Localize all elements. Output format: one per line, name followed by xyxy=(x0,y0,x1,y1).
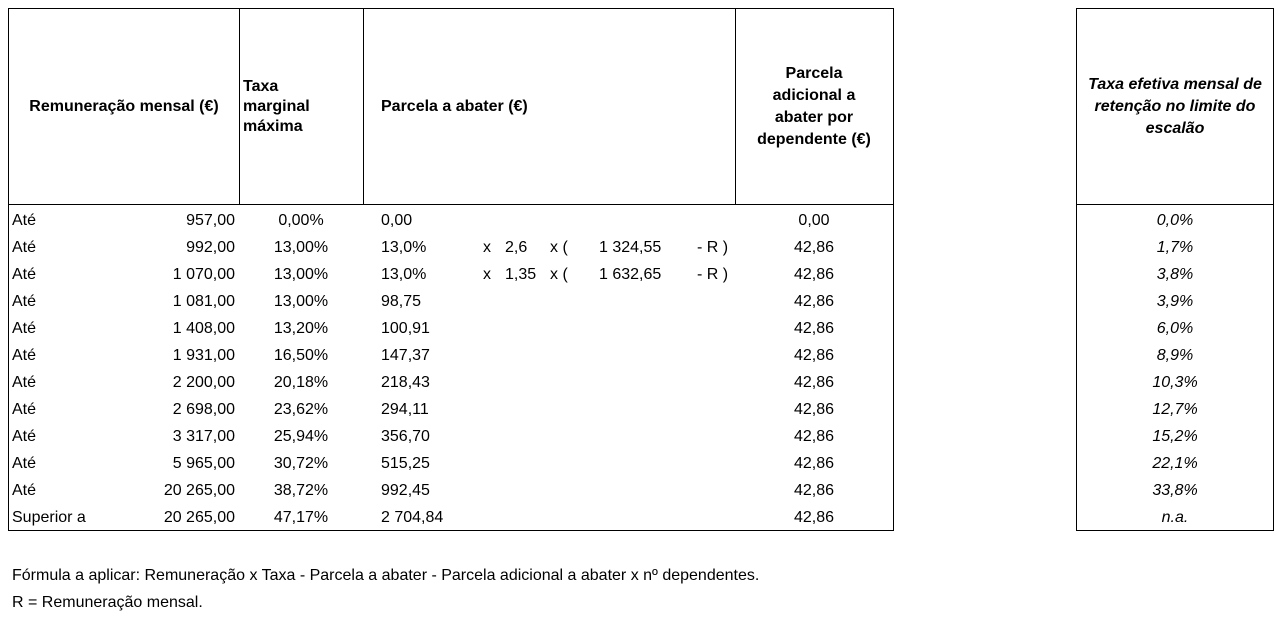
row-formula-multiplier: 1,35 xyxy=(505,266,537,283)
row-parcela: 100,91 xyxy=(381,320,430,337)
table-row xyxy=(9,342,893,369)
row-formula-multiplier: 2,6 xyxy=(505,239,528,256)
effective-rate-table xyxy=(1076,8,1274,531)
table-row xyxy=(1077,423,1273,450)
row-label: Até xyxy=(12,374,37,391)
row-remuneracao: 2 698,00 xyxy=(172,401,235,418)
table-row xyxy=(1077,234,1273,261)
header-efetiva xyxy=(1077,9,1273,205)
row-remuneracao: 1 931,00 xyxy=(172,347,235,364)
row-adicional: 42,86 xyxy=(793,239,835,256)
row-formula-open: x ( xyxy=(550,239,568,256)
row-taxa: 13,00% xyxy=(273,239,329,256)
table-row xyxy=(1077,504,1273,531)
table-row xyxy=(9,396,893,423)
row-parcela: 13,0% xyxy=(381,266,427,283)
row-efetiva: n.a. xyxy=(1161,509,1189,526)
header-parcela xyxy=(363,9,735,205)
table-row xyxy=(9,234,893,261)
table-row xyxy=(9,315,893,342)
row-taxa: 13,00% xyxy=(273,293,329,310)
header-parcela-text: Parcela a abater (€) xyxy=(381,97,528,115)
row-label: Até xyxy=(12,347,37,364)
row-formula-open: x ( xyxy=(550,266,568,283)
row-parcela: 2 704,84 xyxy=(381,509,444,526)
row-efetiva: 10,3% xyxy=(1152,374,1198,391)
table-row xyxy=(1077,288,1273,315)
table-row xyxy=(1077,450,1273,477)
table-row xyxy=(9,504,893,531)
row-parcela: 992,45 xyxy=(381,482,430,499)
row-adicional: 42,86 xyxy=(793,347,835,364)
table-row xyxy=(9,477,893,504)
row-parcela: 356,70 xyxy=(381,428,430,445)
header-remuneracao-text: Remuneração mensal (€) xyxy=(29,97,219,115)
row-parcela: 515,25 xyxy=(381,455,430,472)
header-efetiva-text: Taxa efetiva mensal de retenção no limite do escalão xyxy=(1088,75,1262,137)
row-efetiva: 1,7% xyxy=(1156,239,1194,256)
row-adicional: 42,86 xyxy=(793,509,835,526)
row-efetiva: 15,2% xyxy=(1152,428,1198,445)
row-efetiva: 8,9% xyxy=(1156,347,1194,364)
row-remuneracao: 20 265,00 xyxy=(163,482,235,499)
row-taxa: 23,62% xyxy=(273,401,329,418)
row-adicional: 42,86 xyxy=(793,401,835,418)
row-parcela: 218,43 xyxy=(381,374,430,391)
table-row xyxy=(1077,261,1273,288)
row-taxa: 25,94% xyxy=(273,428,329,445)
row-parcela: 294,11 xyxy=(381,401,429,418)
row-label: Até xyxy=(12,239,37,256)
header-adicional xyxy=(735,9,893,205)
table-row xyxy=(1077,342,1273,369)
notes xyxy=(12,562,759,616)
header-adicional-text: Parcela adicional a abater por dependente (€) xyxy=(757,64,871,148)
row-remuneracao: 3 317,00 xyxy=(172,428,235,445)
row-taxa: 13,00% xyxy=(273,266,329,283)
header-taxa xyxy=(239,9,363,205)
tax-table xyxy=(8,8,894,531)
row-taxa: 20,18% xyxy=(273,374,329,391)
row-label: Até xyxy=(12,212,37,229)
row-adicional: 42,86 xyxy=(793,482,835,499)
row-formula-minus-r: - R ) xyxy=(697,239,729,256)
row-label: Até xyxy=(12,401,37,418)
row-label: Até xyxy=(12,455,37,472)
row-remuneracao: 957,00 xyxy=(186,212,235,229)
row-efetiva: 6,0% xyxy=(1156,320,1194,337)
row-parcela: 98,75 xyxy=(381,293,422,310)
header-remuneracao xyxy=(9,9,239,205)
table-row xyxy=(9,207,893,234)
row-efetiva: 3,8% xyxy=(1156,266,1194,283)
row-formula-x: x xyxy=(483,239,491,256)
table-row xyxy=(9,450,893,477)
row-taxa: 30,72% xyxy=(273,455,329,472)
row-formula-x: x xyxy=(483,266,491,283)
row-adicional: 42,86 xyxy=(793,428,835,445)
row-efetiva: 0,0% xyxy=(1156,212,1194,229)
row-label: Até xyxy=(12,293,37,310)
row-formula-number: 1 324,55 xyxy=(599,239,662,256)
row-taxa: 47,17% xyxy=(273,509,329,526)
row-taxa: 0,00% xyxy=(278,212,324,229)
r-definition-note: R = Remuneração mensal. xyxy=(12,594,203,611)
row-remuneracao: 20 265,00 xyxy=(163,509,235,526)
table-row xyxy=(1077,477,1273,504)
row-adicional: 42,86 xyxy=(793,266,835,283)
row-taxa: 38,72% xyxy=(273,482,329,499)
row-efetiva: 22,1% xyxy=(1152,455,1198,472)
column-divider xyxy=(363,9,364,205)
table-row xyxy=(9,261,893,288)
header-taxa-text: Taxa marginal máxima xyxy=(243,77,310,135)
row-remuneracao: 2 200,00 xyxy=(172,374,235,391)
table-row xyxy=(1077,369,1273,396)
row-parcela: 147,37 xyxy=(381,347,430,364)
row-label: Até xyxy=(12,266,37,283)
table-row xyxy=(9,288,893,315)
row-adicional: 42,86 xyxy=(793,320,835,337)
row-adicional: 42,86 xyxy=(793,293,835,310)
row-adicional: 42,86 xyxy=(793,374,835,391)
column-divider xyxy=(735,9,736,205)
formula-note: Fórmula a aplicar: Remuneração x Taxa - Parcela a abater - Parcela adicional a abater x nº dependentes. xyxy=(12,567,760,584)
row-adicional: 42,86 xyxy=(793,455,835,472)
row-efetiva: 3,9% xyxy=(1156,293,1194,310)
row-label: Até xyxy=(12,428,37,445)
table-row xyxy=(1077,207,1273,234)
table-row xyxy=(1077,315,1273,342)
row-parcela: 13,0% xyxy=(381,239,427,256)
row-remuneracao: 5 965,00 xyxy=(172,455,235,472)
row-efetiva: 12,7% xyxy=(1152,401,1198,418)
table-row xyxy=(9,369,893,396)
row-remuneracao: 1 081,00 xyxy=(172,293,235,310)
column-divider xyxy=(239,9,240,205)
row-formula-number: 1 632,65 xyxy=(599,266,662,283)
row-label: Superior a xyxy=(12,509,86,526)
row-remuneracao: 1 408,00 xyxy=(172,320,235,337)
row-taxa: 16,50% xyxy=(273,347,329,364)
row-taxa: 13,20% xyxy=(273,320,329,337)
row-formula-minus-r: - R ) xyxy=(697,266,729,283)
row-parcela: 0,00 xyxy=(381,212,413,229)
row-remuneracao: 1 070,00 xyxy=(172,266,235,283)
table-row xyxy=(9,423,893,450)
row-label: Até xyxy=(12,482,37,499)
row-adicional: 0,00 xyxy=(798,212,830,229)
row-label: Até xyxy=(12,320,37,337)
row-remuneracao: 992,00 xyxy=(186,239,235,256)
table-row xyxy=(1077,396,1273,423)
row-efetiva: 33,8% xyxy=(1152,482,1198,499)
